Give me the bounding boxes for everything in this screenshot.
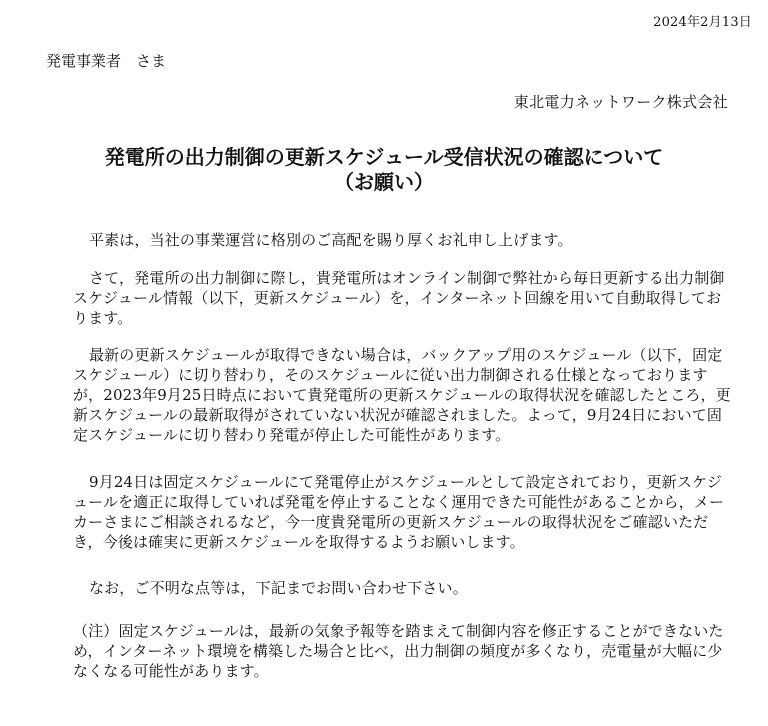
recipient: 発電事業者 さま [46,52,167,70]
paragraph-greeting: 平素は，当社の事業運営に格別のご高配を賜り厚くお礼申し上げます。 [89,231,573,249]
paragraph-contact: なお，ご不明な点等は，下記までお問い合わせ下さい。 [89,579,468,597]
letter-title: 発電所の出力制御の更新スケジュール受信状況の確認について [104,145,664,169]
paragraph-online-control: さて，発電所の出力制御に際し，貴発電所はオンライン制御で弊社から毎日更新する出力制御スケジュール情報（以下，更新スケジュール）を，インターネット回線を用いて自動取得しております。 [73,269,725,327]
note-text: （注）固定スケジュールは，最新の気象予報等を踏まえて制御内容を修正することができないため，インターネット環境を構築した場合と比べ，出力制御の頻度が多くなり，売電量が大幅に少なくなる可能性があります。 [73,622,724,680]
letter-subtitle: （お願い） [334,170,434,194]
sender-company: 東北電力ネットワーク株式会社 [513,93,728,111]
paragraph-request: 9月24日は固定スケジュールにて発電停止がスケジュールとして設定されており，更新スケジュールを適正に取得していれば発電を停止することなく運用できた可能性があることから，メーカーさまにご相談されるなど，今一度貴発電所の更新スケジュールの取得状況をご確認いただき，今後は確実に更新スケジュールを取得するようお願いします。 [73,473,725,551]
letter-date: 2024年2月13日 [653,15,752,30]
paragraph-fixed-schedule: 最新の更新スケジュールが取得できない場合は，バックアップ用のスケジュール（以下，固定スケジュール）に切り替わり，そのスケジュールに従い出力制御される仕様となっておりますが，2023年9月25日時点において貴発電所の更新スケジュールの取得状況を確認したところ，更新スケジュールの最新取得がされていない状況が確認されました。よって，9月24日において固定スケジュールに切り替わり発電が停止した可能性があります。 [73,346,731,444]
